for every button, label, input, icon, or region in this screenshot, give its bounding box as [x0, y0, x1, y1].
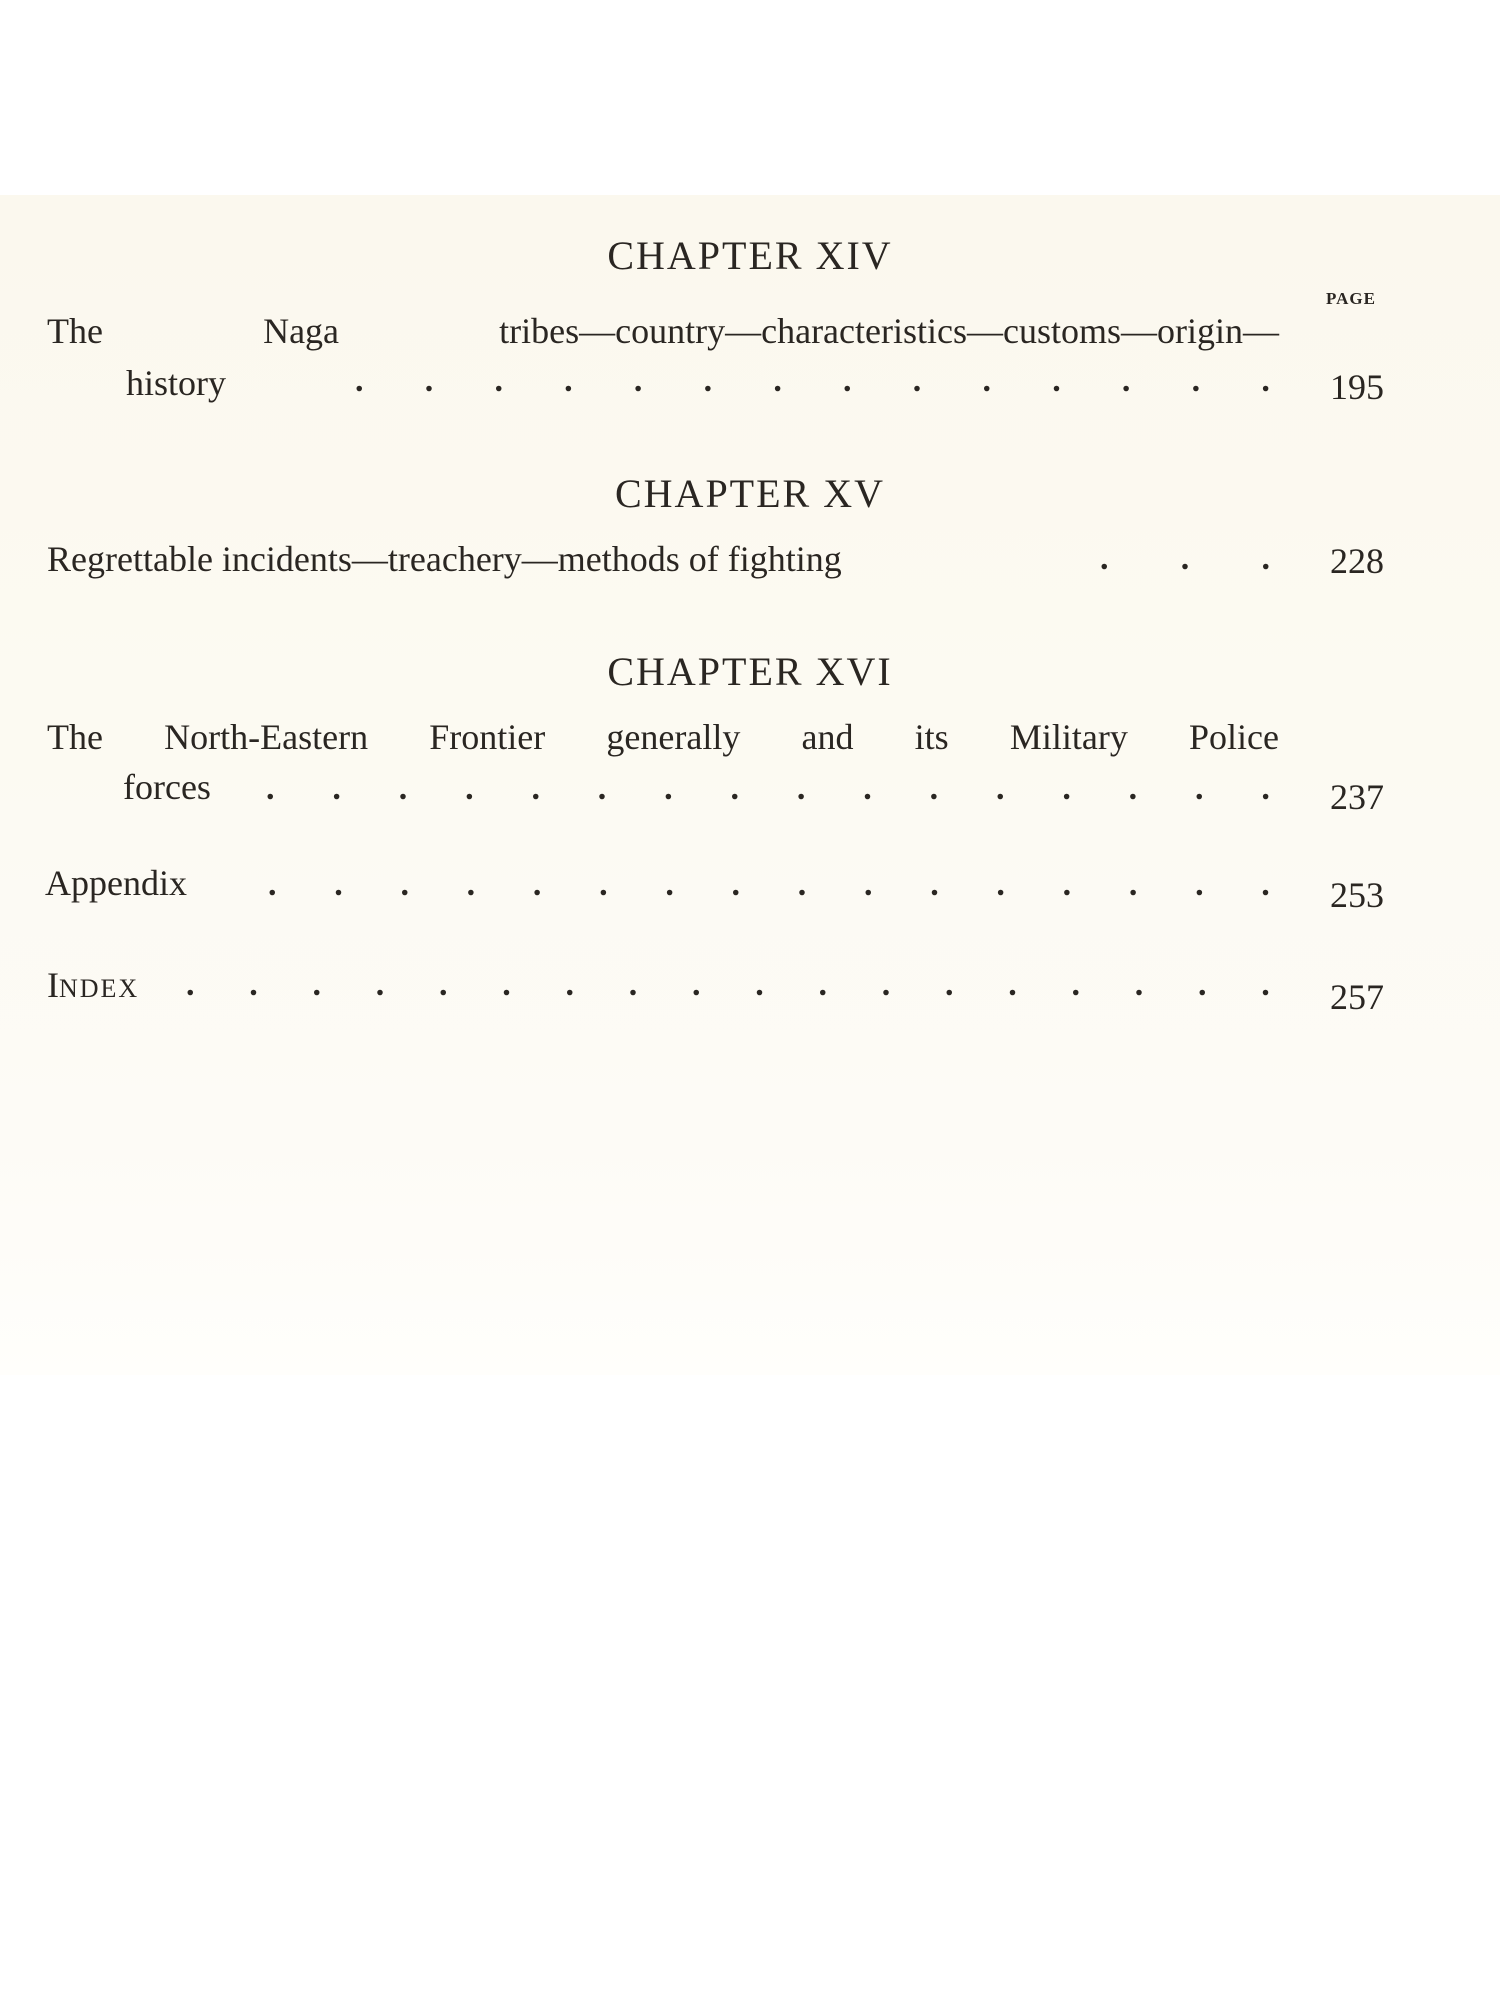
- chapter-heading: CHAPTER XV: [614, 471, 886, 516]
- toc-word: Naga: [263, 311, 340, 351]
- toc-word: Police: [1189, 717, 1279, 757]
- toc-word: Frontier: [429, 717, 546, 757]
- toc-word: The: [47, 717, 103, 757]
- index-label: [47, 964, 139, 1006]
- toc-word: tribes—country—characteristics—customs—origin—: [499, 311, 1279, 351]
- toc-entry-continuation: history: [126, 363, 227, 403]
- toc-word: generally: [606, 717, 741, 757]
- toc-word: The: [47, 311, 103, 351]
- toc-word: and: [801, 717, 854, 757]
- toc-word: Military: [1009, 717, 1128, 757]
- page-number: 237: [1330, 777, 1384, 817]
- toc-entry-line: [47, 310, 1279, 352]
- dot-leader: . . . . . . . . . . . . . .: [355, 362, 1270, 399]
- dot-leader: . . . . . . . . . . . . . . . .: [266, 770, 1270, 807]
- page-column-header: PAGE: [1326, 289, 1376, 308]
- appendix-label: Appendix: [45, 863, 187, 903]
- toc-word: its: [914, 717, 949, 757]
- dot-leader: . . . . . . . . . . . . . . . . . .: [186, 966, 1270, 1003]
- toc-entry-line: [47, 716, 1279, 758]
- page-number: 257: [1330, 977, 1384, 1017]
- toc-entry-line: Regrettable incidents—treachery—methods of fighting: [47, 539, 842, 579]
- page-number: 253: [1330, 875, 1384, 915]
- chapter-heading: CHAPTER XIV: [607, 233, 893, 278]
- dot-leader: . . .: [1100, 540, 1270, 577]
- index-label-rest: NDEX: [59, 974, 140, 1003]
- toc-entry-continuation: forces: [123, 767, 211, 807]
- index-label-initial: I: [47, 965, 59, 1005]
- toc-word: North-Eastern: [164, 717, 369, 757]
- page-number: 228: [1330, 541, 1384, 581]
- dot-leader: . . . . . . . . . . . . . . . .: [268, 866, 1270, 903]
- page-number: 195: [1330, 367, 1384, 407]
- chapter-heading: CHAPTER XVI: [607, 649, 893, 694]
